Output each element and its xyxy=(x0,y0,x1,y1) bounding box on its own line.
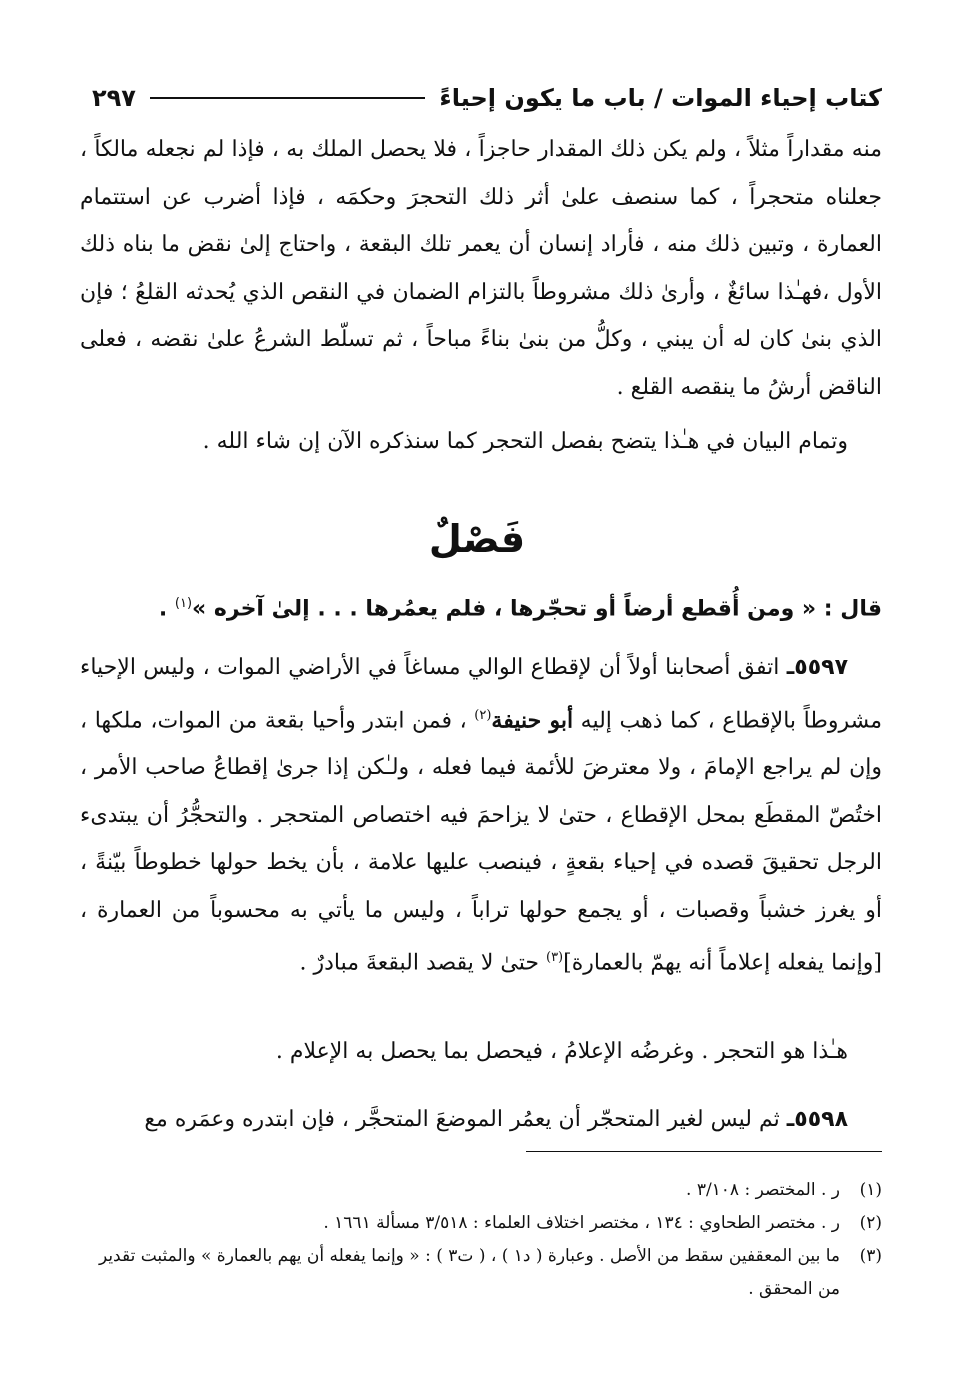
running-header xyxy=(92,78,882,118)
matn-end: . xyxy=(158,596,175,622)
entry-5598 xyxy=(80,1096,882,1144)
chapter-title: كتاب إحياء الموات / باب ما يكون إحياءً xyxy=(439,84,882,112)
entry-5597 xyxy=(80,644,882,987)
entry-number-5597: ٥٥٩٧ـ xyxy=(786,655,848,680)
scholar-name: أبو حنيفة xyxy=(491,706,574,733)
paragraph-closing: وتمام البيان في هـٰذا يتضح بفصل التحجر كما سنذكره الآن إن شاء الله . xyxy=(202,429,848,454)
footnote-number: (٣) xyxy=(859,1246,882,1266)
footnote xyxy=(80,1174,882,1207)
footnote-ref-3: (٣) xyxy=(545,950,564,966)
matn-text: قال : « ومن أُقطع أرضاً أو تحجّرها ، فلم يعمُرها . . . إلىٰ آخره » xyxy=(192,596,882,622)
entry-text-c: حتىٰ لا يقصد البقعةَ مبادرٌ . xyxy=(299,950,546,976)
section-heading: فَصْلٌ xyxy=(428,517,526,561)
entry-text-a: اتفق أصحابنا أولاً أن لإقطاع الوالي مساغاً في الأراضي الموات ، وليس الإحياء مشروطاً بالإقطاع ، كما ذهب إليه xyxy=(80,655,883,733)
footnote-ref-2: (٢) xyxy=(474,707,492,723)
quoted-matn xyxy=(80,580,882,632)
footnote xyxy=(80,1240,882,1306)
entry-number-5598: ٥٥٩٨ـ xyxy=(786,1107,848,1132)
footnote-text: ما بين المعقفين سقط من الأصل . وعبارة ( د١ ) ، ( ت٣ ) : « وإنما يفعله أن يهم بالعمارة » والمثبت تقدير من المحقق . xyxy=(98,1246,840,1299)
footnote-text: ر . المختصر : ٣/١٠٨ . xyxy=(686,1180,840,1200)
page-number: ٢٩٧ xyxy=(92,84,136,112)
header-rule xyxy=(150,97,425,99)
footnote-ref-1: (١) xyxy=(174,596,193,611)
footnote-number: (٢) xyxy=(859,1213,882,1233)
footnote-text: ر . مختصر الطحاوي : ١٣٤ ، مختصر اختلاف العلماء : ٣/٥١٨ مسألة ١٦٦١ . xyxy=(323,1213,840,1233)
footnotes xyxy=(80,1174,882,1306)
footnote-number: (١) xyxy=(859,1180,882,1200)
paragraph-continuation: منه مقداراً مثلاً ، ولم يكن ذلك المقدار حاجزاً ، فلا يحصل الملك به ، فإذا لم نجعله مالكاً ، جعلناه متحجراً ، كما سنصف علىٰ أثر ذلك التحجرَ وحكمَه ، فإذا أضرب عن استتمام العمارة ، وتبين ذلك منه ، فأراد إنسان أن يعمر تلك البقعة ، واحتاج إلىٰ نقض ما بناه ذلك الأول ،فهـٰذا سائغٌ ، وأرىٰ ذلك مشروطاً بالتزام الضمان في النقص الذي يُحدثه القلعُ ؛ فإن الذي بنىٰ كان له أن يبني ، وكلُّ من بنىٰ بناءً مباحاً ، ثم تسلّط الشرعُ علىٰ نقضه ، فعلى الناقض أرشُ ما ينقصه القلع . xyxy=(80,137,882,400)
footnote-separator xyxy=(526,1151,882,1152)
footnote xyxy=(80,1207,882,1240)
entry-5597-note: هـٰذا هو التحجر . وغرضُه الإعلامُ ، فيحصل بما يحصل به الإعلام . xyxy=(275,1039,848,1064)
entry-text-b: ، فمن ابتدر وأحيا بقعة من الموات، ملكها ، وإن لم يراجع الإمامَ ، ولا معترضَ للأئمة فيما فعله ، ولـٰكن إذا جرىٰ إقطاعُ صاحب الأمر ، اختُصّ المقطَع بمحل الإقطاع ، حتىٰ لا يزاحمَ فيه اختصاص المتحجر . والتحجُّرُ أن يبتدىء الرجل تحقيقَ قصده في إحياء بقعةٍ ، فينصب عليها علامة ، بأن يخط حولها خطوطاً بيّنةً ، أو يغرز خشباً وقصبات ، أو يجمع حولها تراباً ، وليس ما يأتي به محسوباً من العمارة ، [وإنما يفعله إعلاماً أنه يهمّ بالعمارة] xyxy=(80,707,882,976)
entry-text: ثم ليس لغير المتحجّر أن يعمُر الموضعَ المتحجَّر ، فإن ابتدره وعمَره مع xyxy=(144,1107,787,1132)
